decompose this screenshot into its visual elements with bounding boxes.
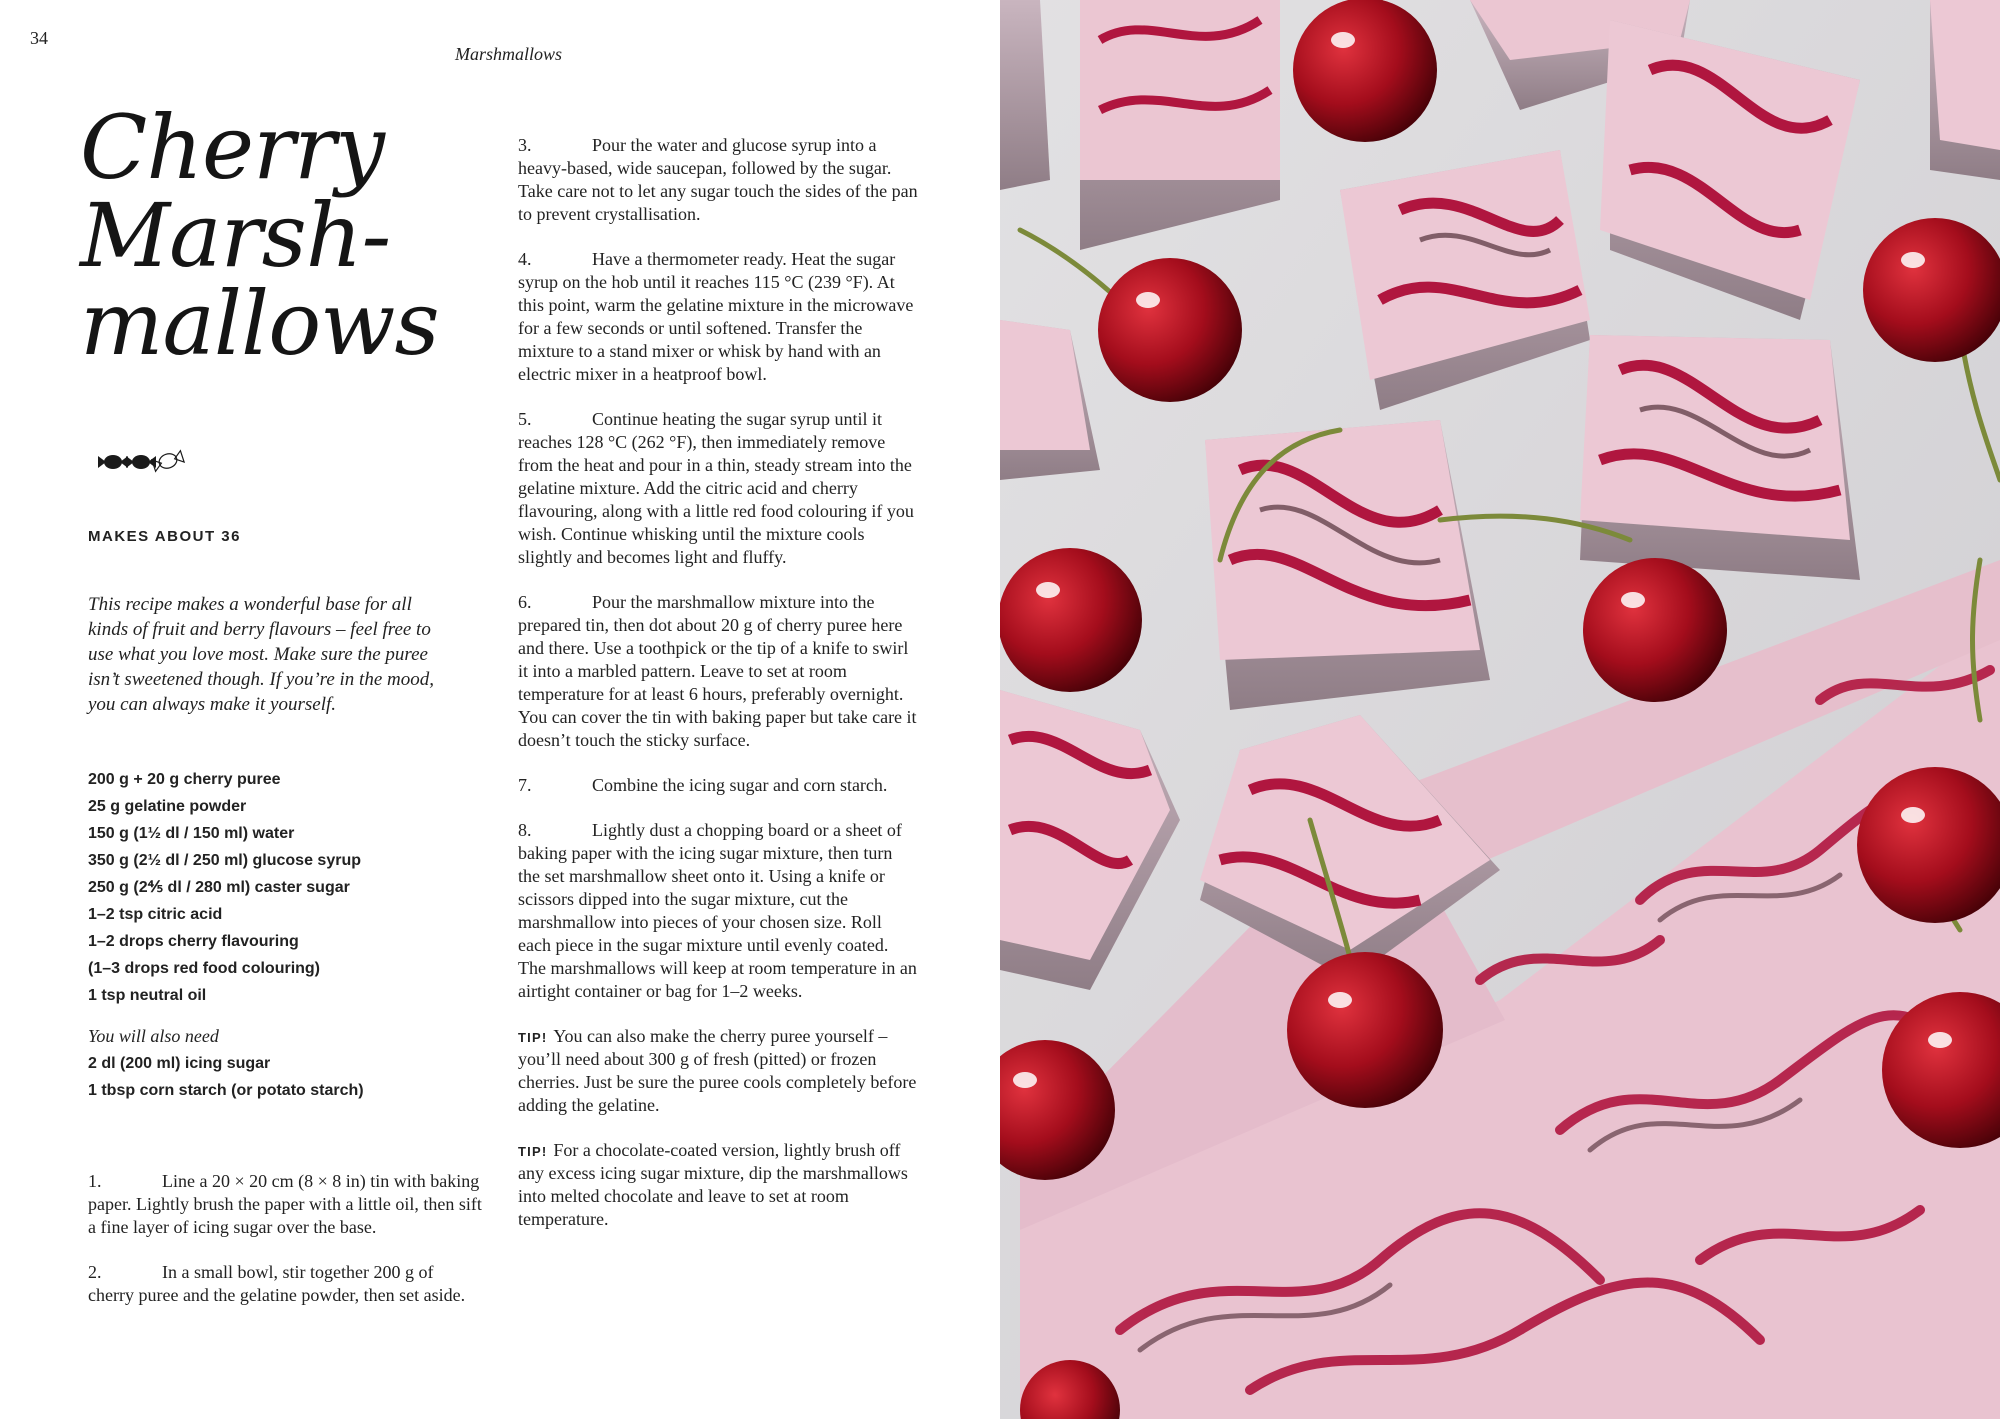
method-step	[88, 1170, 483, 1239]
ingredient-item: 150 g (1½ dl / 150 ml) water	[88, 825, 295, 842]
step-number: 7.	[518, 775, 532, 795]
recipe-intro: This recipe makes a wonderful base for all kinds of fruit and berry flavours – feel free to use what you love most. Make sure the puree isn’t sweetened though. If you’re in the mood, you can always make it yourself.	[88, 594, 434, 715]
page-number: 34	[30, 28, 48, 48]
method-step	[518, 819, 918, 1003]
tip	[518, 1139, 918, 1231]
ingredient-item: (1–3 drops red food colouring)	[88, 960, 321, 977]
step-text: Have a thermometer ready. Heat the sugar syrup on the hob until it reaches 115 °C (239 °F). At this point, warm the gelatine mixture in the microwave for a few seconds or until softened. Transfer the mixture to a stand mixer or whisk by hand with an electric mixer in a heatproof bowl.	[518, 249, 914, 384]
ingredient-item: 1–2 tsp citric acid	[88, 906, 223, 923]
tip-label: TIP!	[518, 1030, 548, 1045]
tip-label: TIP!	[518, 1144, 548, 1159]
ingredient-item: 1 tsp neutral oil	[88, 987, 207, 1004]
method-column-right	[518, 134, 918, 1253]
method-step	[88, 1261, 483, 1307]
candy-filled-icon	[126, 455, 156, 469]
difficulty-icons	[96, 449, 186, 480]
step-number: 3.	[518, 135, 532, 155]
method-step	[518, 248, 918, 386]
cherry	[1098, 258, 1242, 402]
step-text: Pour the water and glucose syrup into a heavy-based, wide saucepan, followed by the sugar. Take care not to let any sugar touch the sides of the pan to prevent crystallisation.	[518, 135, 918, 224]
marshmallow-cube	[1930, 0, 2000, 180]
recipe-yield: MAKES ABOUT 36	[88, 528, 241, 545]
ingredient-item: 250 g (2⅘ dl / 280 ml) caster sugar	[88, 879, 350, 896]
tip-text: For a chocolate-coated version, lightly brush off any excess icing sugar mixture, dip the marshmallows into melted chocolate and leave to set at room temperature.	[518, 1140, 908, 1229]
ingredient-item: 25 g gelatine powder	[88, 798, 247, 815]
ingredient-item: 350 g (2½ dl / 250 ml) glucose syrup	[88, 852, 361, 869]
step-number: 8.	[518, 820, 532, 840]
also-need-heading: You will also need	[88, 1026, 219, 1046]
cherry	[1000, 548, 1142, 692]
candy-outline-icon	[152, 450, 185, 473]
candy-filled-icon	[98, 455, 128, 469]
method-step	[518, 591, 918, 752]
step-text: Lightly dust a chopping board or a sheet of baking paper with the icing sugar mixture, then turn the set marshmallow sheet onto it. Using a knife or scissors dipped into the sugar mixture, cut the marshmallow into pieces of your chosen size. Roll each piece in the sugar mixture until evenly coated. The marshmallows will keep at room temperature in an airtight container or bag for 1–2 weeks.	[518, 820, 917, 1001]
method-step	[518, 134, 918, 226]
equipment-item: 1 tbsp corn starch (or potato starch)	[88, 1082, 364, 1099]
step-text: Line a 20 × 20 cm (8 × 8 in) tin with baking paper. Lightly brush the paper with a little oil, then sift a fine layer of icing sugar over the base.	[88, 1171, 482, 1237]
tip	[518, 1025, 918, 1117]
step-text: Combine the icing sugar and corn starch.	[592, 775, 888, 795]
marshmallow-cube	[1205, 420, 1490, 710]
equipment-item: 2 dl (200 ml) icing sugar	[88, 1055, 271, 1072]
ingredient-item: 200 g + 20 g cherry puree	[88, 771, 281, 788]
ingredients-list	[88, 766, 478, 1104]
recipe-title	[80, 96, 440, 375]
title-line: mallows	[80, 272, 439, 375]
method-column-left	[88, 1170, 483, 1329]
running-head: Marshmallows	[455, 44, 563, 64]
step-number: 1.	[88, 1171, 102, 1191]
step-number: 2.	[88, 1262, 102, 1282]
title-line: Cherry	[80, 96, 384, 199]
tip-text: You can also make the cherry puree yourself – you’ll need about 300 g of fresh (pitted) or frozen cherries. Just be sure the puree cools completely before adding the gelatine.	[518, 1026, 917, 1115]
step-text: Continue heating the sugar syrup until it reaches 128 °C (262 °F), then immediately remove from the heat and pour in a thin, steady stream into the gelatine mixture. Add the citric acid and cherry flavouring, along with a little red food colouring if you wish. Continue whisking until the mixture cools slightly and becomes light and fluffy.	[518, 409, 914, 567]
step-number: 5.	[518, 409, 532, 429]
marshmallow-cube	[1580, 335, 1860, 580]
cherry	[1583, 558, 1727, 702]
method-step	[518, 408, 918, 569]
marshmallow-cherry-illustration	[1000, 0, 2000, 1419]
cherry	[1293, 0, 1437, 142]
step-number: 4.	[518, 249, 532, 269]
step-number: 6.	[518, 592, 532, 612]
ingredient-item: 1–2 drops cherry flavouring	[88, 933, 299, 950]
step-text: Pour the marshmallow mixture into the prepared tin, then dot about 20 g of cherry puree here and there. Use a toothpick or the tip of a knife to swirl it into a marbled pattern. Leave to set at room temperature for at least 6 hours, preferably overnight. You can cover the tin with baking paper but take care it doesn’t touch the sticky surface.	[518, 592, 917, 750]
step-text: In a small bowl, stir together 200 g of cherry puree and the gelatine powder, then set aside.	[88, 1262, 466, 1305]
cherry	[1287, 952, 1443, 1108]
recipe-photo	[1000, 0, 2000, 1419]
method-step	[518, 774, 918, 797]
title-line: Marsh-	[80, 184, 391, 287]
